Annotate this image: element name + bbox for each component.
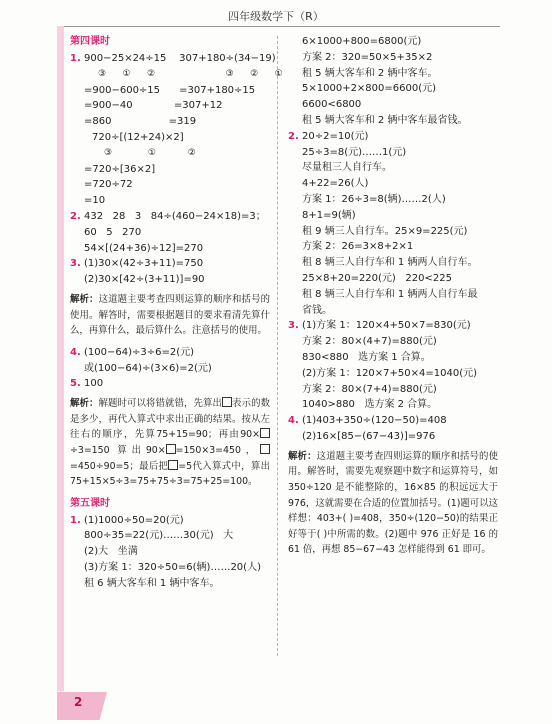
- p1-line: (1)1000÷50=20(元): [84, 514, 184, 526]
- analysis-paragraph: 解析：解题时可以将错就错，先算出 表示的数是多少，再代入算式中求出正确的结果。按从左往右的顺序，先算75+15=90；再由90×÷3=150 算出90× =150×3=450，=450÷90=5；最后把 =5代入算式中，算出75+15×5÷3=75+75÷3=75+25=100。: [70, 398, 270, 488]
- rq2-line: 25÷3=8(元)……1(元): [302, 146, 407, 158]
- rq3-line: 方案 2：80×(4+7)=880(元): [302, 336, 437, 348]
- q1-step: =860 =319: [84, 116, 197, 128]
- left-margin-band: [57, 26, 64, 691]
- rq3-number: 3.: [288, 320, 299, 332]
- rq2-number: 2.: [288, 130, 299, 142]
- r-line: 方案 2：320=50×5+35×2: [302, 51, 433, 63]
- blank-box: [260, 428, 270, 438]
- r-line: 5×1000+2×800=6600(元): [302, 83, 437, 95]
- blank-box: [166, 444, 176, 454]
- q1-step: =10: [84, 195, 106, 207]
- rq2-line: 租 8 辆三人自行车和 1 辆两人自行车。: [302, 257, 478, 269]
- rq4-number: 4.: [288, 415, 299, 427]
- analysis-label: 解析：: [288, 450, 317, 462]
- q1-number: 1.: [70, 53, 81, 64]
- p1-number: 1.: [70, 514, 81, 526]
- rq3-line: 方案 2：80×(7+4)=880(元): [302, 383, 437, 395]
- r-line: 租 5 辆大客车和 2 辆中客车最省钱。: [302, 114, 468, 126]
- section-title-lesson5: 第五课时: [70, 497, 110, 509]
- rq2-line: 省钱。: [302, 304, 332, 316]
- blank-box: [168, 460, 178, 470]
- analysis-label: 解析：: [70, 398, 99, 410]
- q4-line: 或(100−64)÷(3×6)=2(元): [84, 362, 212, 374]
- q5-number: 5.: [70, 378, 81, 390]
- q3-line: (2)30×[42÷(3+11)]=90: [84, 274, 205, 286]
- rq4-line: (1)403+350÷(120−50)=408: [302, 415, 447, 427]
- page-header: 四年级数学下（R）: [228, 10, 324, 23]
- rq2-line: 4+22=26(人): [302, 178, 369, 190]
- q4-number: 4.: [70, 346, 81, 358]
- p1-line: 800÷35=22(元)……30(元) 大: [84, 530, 234, 542]
- header-rule: [60, 26, 500, 27]
- q2-line: 432 28 3 84÷(460−24×18)=3；: [84, 210, 266, 222]
- q2-line: 60 5 270: [84, 226, 142, 238]
- rq2-line: 25×8+20=220(元) 220<225: [302, 272, 452, 284]
- q4-line: (100−64)÷3÷6=2(元): [84, 346, 195, 358]
- rq2-line: 方案 1：26÷3=8(辆)……2(人): [302, 193, 446, 205]
- rq3-line: (2)方案 1：120×7+50×4=1040(元): [302, 367, 478, 379]
- rq2-line: 租 8 辆三人自行车和 1 辆两人自行车最: [302, 288, 478, 300]
- q5-answer: 100: [84, 378, 104, 390]
- r-line: 租 5 辆大客车和 2 辆中客车。: [302, 67, 438, 79]
- q1-order-marks: ③ ① ② ③ ② ①: [98, 68, 284, 79]
- analysis-text: 这道题主要考查四则运算的顺序和括号的使用。解答时，需要先观察题中数字和运算符号，如 350÷120 是不能整除的，16×85 的积远远大于 976，这就需要在合适的位置加括号。(1)题可以这样想：403+( )=408，350÷(120−50)的结果正好等于( )中所需的数。(2)题中 976 正好是 16 的 61 倍，再想 85−67−43 怎样能得到 61 即可。: [288, 450, 498, 556]
- left-column: [70, 34, 284, 592]
- analysis-text: 这道题主要考查四则运算的顺序和括号的使用。解答时，需要根据题目的要求看清先算什么，再算什么，最后算什么。注意括号的使用。: [70, 293, 270, 337]
- q1-order-marks: ③ ① ②: [104, 147, 197, 158]
- r-line: 6600<6800: [302, 99, 362, 111]
- p1-line: (2)大 坐满: [84, 546, 138, 558]
- q1-expression: 720÷[(12+24)×2]: [92, 131, 184, 143]
- blank-box: [222, 397, 232, 407]
- rq2-line: 8+1=9(辆): [302, 209, 356, 221]
- rq3-line: (1)方案 1：120×4+50×7=830(元): [302, 320, 471, 332]
- q1-step: =900−600÷15 =307+180÷15: [84, 84, 256, 96]
- rq2-line: 租 9 辆三人自行车。25×9=225(元): [302, 225, 468, 237]
- p1-line: 租 6 辆大客车和 1 辆中客车。: [84, 577, 220, 589]
- q3-line: (1)30×(42÷3+11)=750: [84, 258, 204, 270]
- analysis-label: 解析：: [70, 293, 99, 305]
- column-divider: [277, 36, 278, 656]
- r-line: 6×1000+800=6800(元): [302, 36, 422, 47]
- rq3-line: 1040>880 选方案 2 合算。: [302, 399, 438, 411]
- blank-box: [260, 444, 270, 454]
- rq2-line: 尽量租三人自行车。: [302, 162, 392, 174]
- q1-step: =720÷[36×2]: [84, 163, 156, 175]
- q2-number: 2.: [70, 210, 81, 222]
- rq2-line: 20÷2=10(元): [302, 130, 369, 142]
- analysis-paragraph: [288, 449, 498, 558]
- right-column: [288, 34, 498, 564]
- q1-step: =900−40 =307+12: [84, 100, 223, 112]
- rq2-line: 方案 2：26=3×8+2×1: [302, 241, 414, 253]
- page-number: 2: [74, 695, 83, 709]
- analysis-paragraph: [70, 292, 270, 339]
- section-title-lesson4: 第四课时: [70, 36, 110, 47]
- q1-line: 900−25×24÷15 307+180÷(34−19): [84, 53, 276, 64]
- rq3-line: 830<880 选方案 1 合算。: [302, 351, 431, 363]
- q1-step: =720÷72: [84, 179, 133, 191]
- q2-line: 54×[(24+36)÷12]=270: [84, 242, 204, 254]
- q3-number: 3.: [70, 258, 81, 270]
- rq4-line: (2)16×[85−(67−43)]=976: [302, 430, 436, 442]
- p1-line: (3)方案 1：320÷50=6(辆)……20(人): [84, 562, 261, 574]
